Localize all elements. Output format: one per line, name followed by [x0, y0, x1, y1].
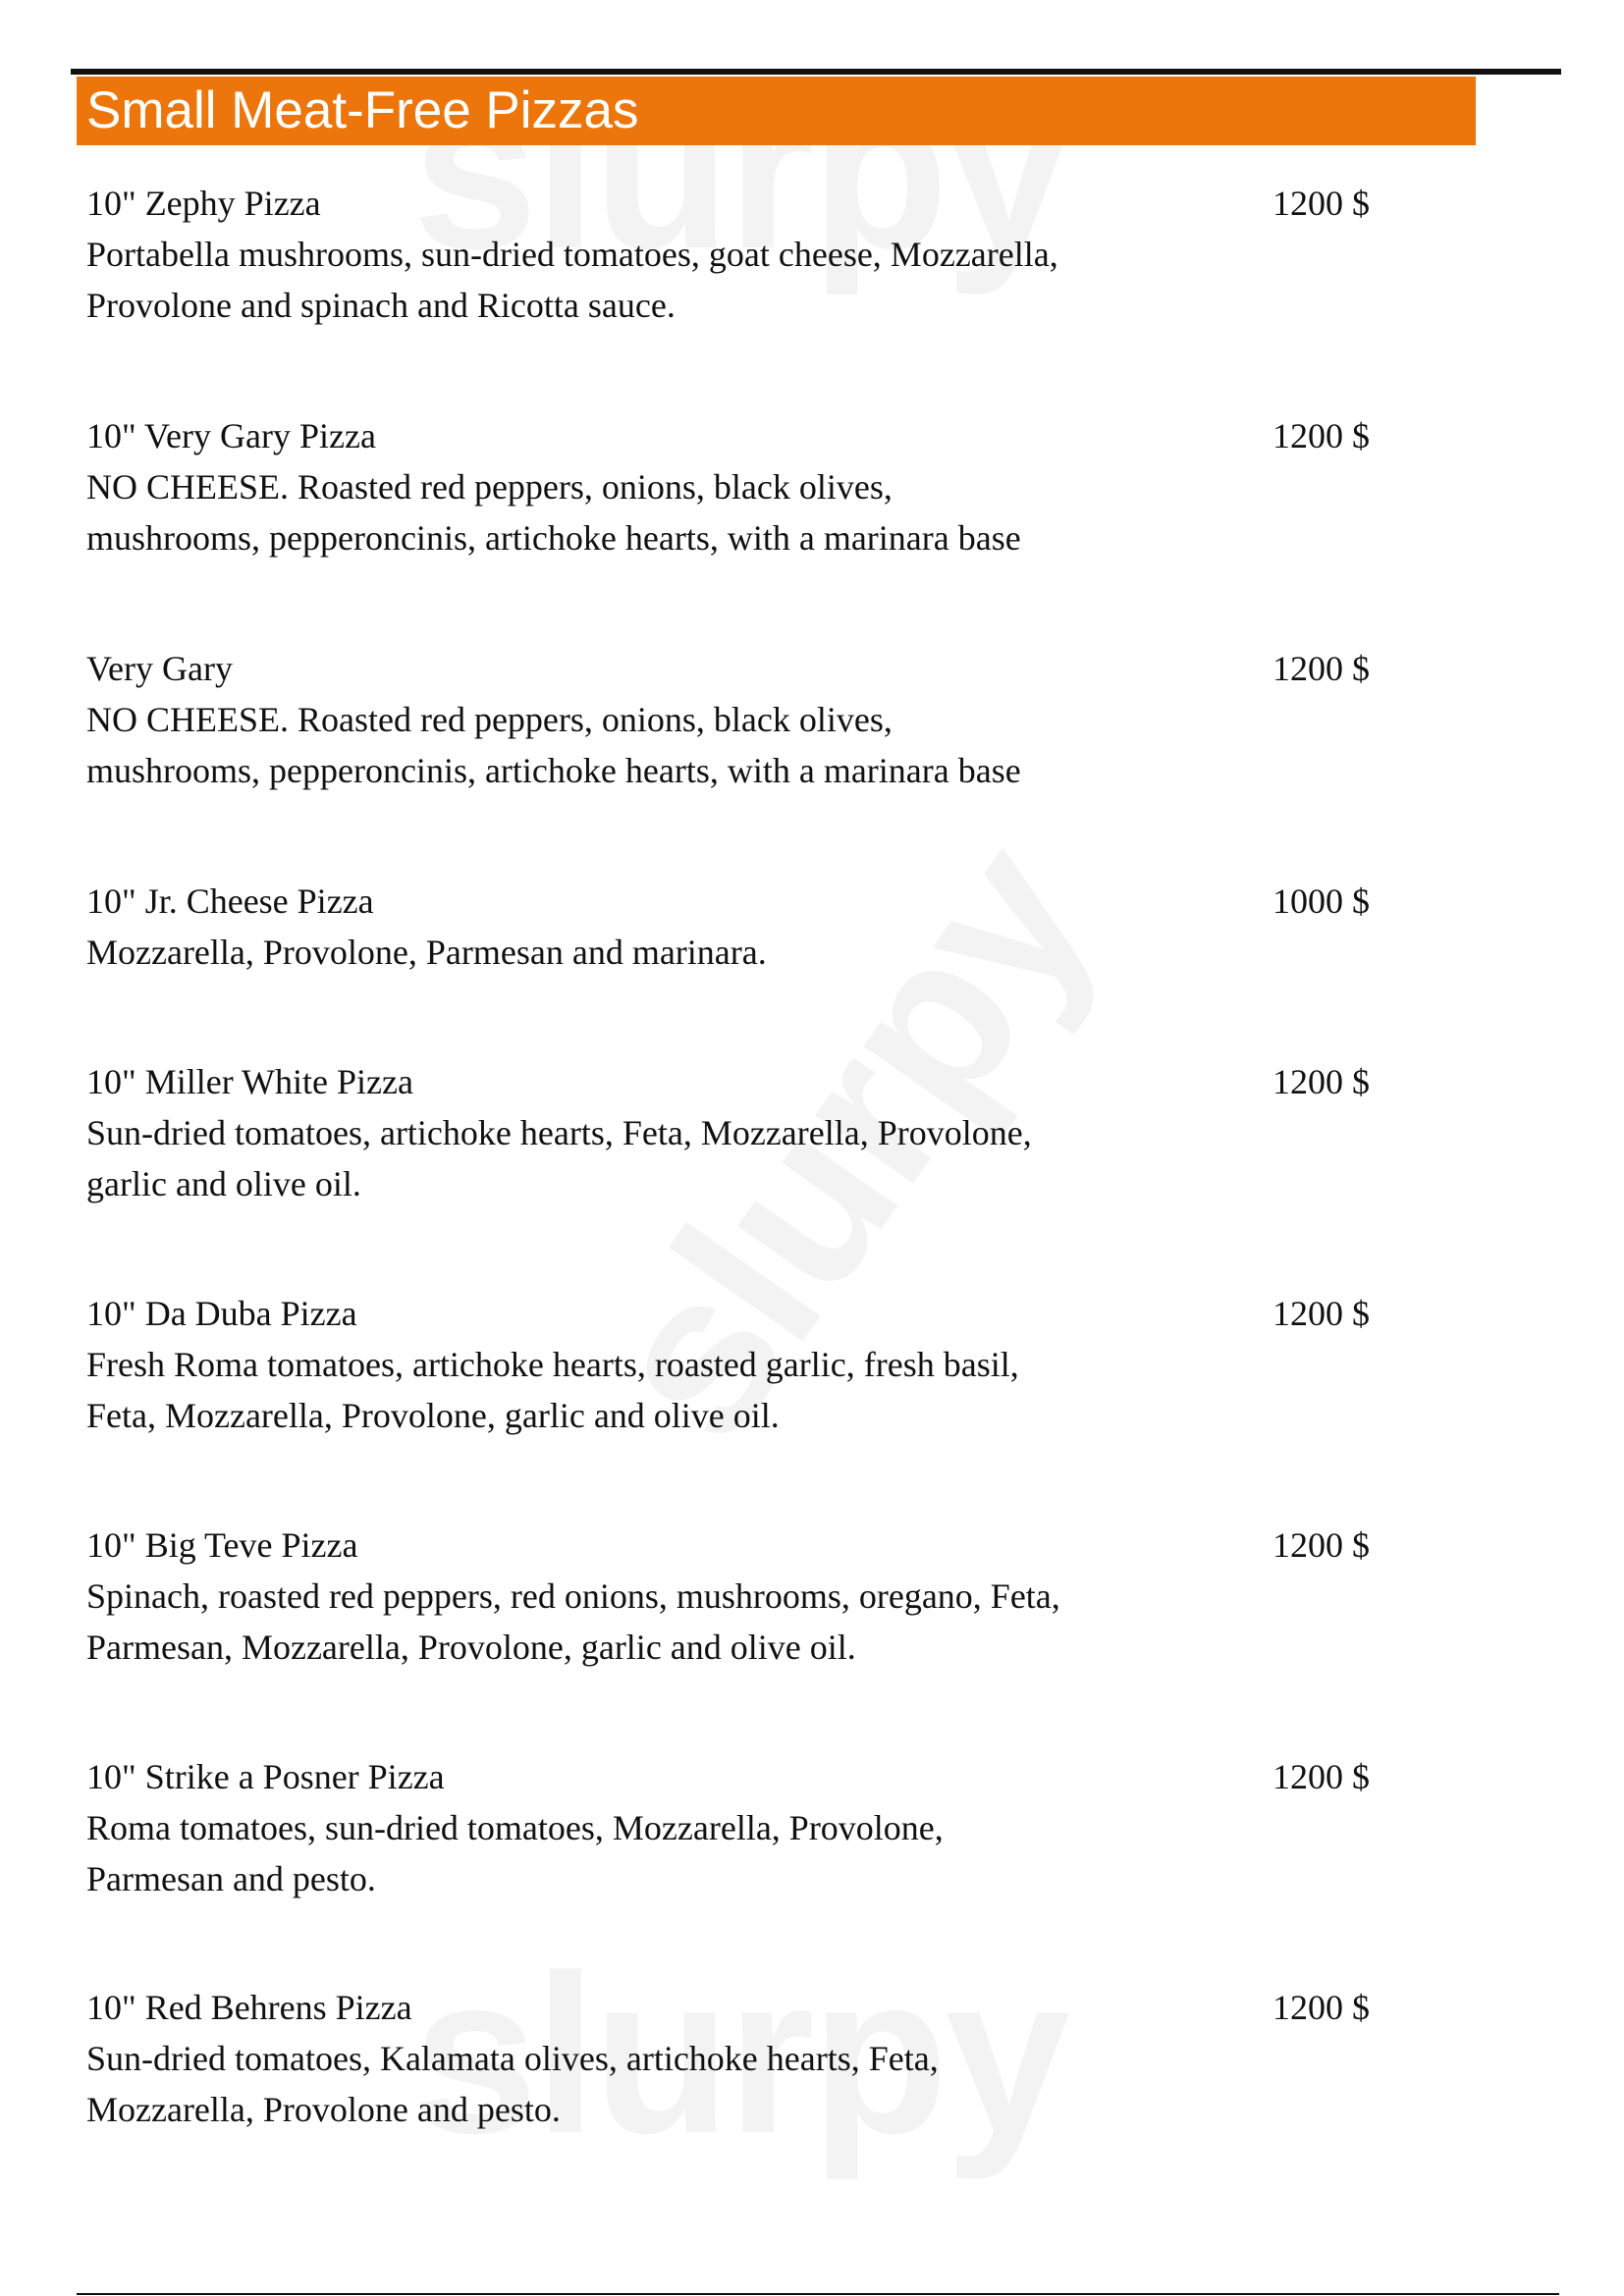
item-name: 10" Strike a Posner Pizza [86, 1757, 445, 1796]
description-line: Mozzarella, Provolone, Parmesan and marinara. [86, 933, 767, 972]
item-price: 1000 $ [1272, 881, 1370, 921]
section-title: Small Meat-Free Pizzas [86, 81, 639, 139]
description-line: Provolone and spinach and Ricotta sauce. [86, 286, 676, 325]
description-line: Mozzarella, Provolone and pesto. [86, 2090, 561, 2129]
description-line: Feta, Mozzarella, Provolone, garlic and olive oil. [86, 1396, 780, 1435]
item-price: 1200 $ [1272, 1988, 1370, 2027]
item-name: Very Gary [86, 649, 233, 688]
item-price: 1200 $ [1272, 649, 1370, 688]
item-name: 10" Red Behrens Pizza [86, 1988, 412, 2027]
item-description [86, 927, 1265, 978]
item-name: 10" Big Teve Pizza [86, 1525, 358, 1565]
description-line: Parmesan, Mozzarella, Provolone, garlic and olive oil. [86, 1628, 856, 1667]
item-description [86, 694, 1265, 796]
description-line: Spinach, roasted red peppers, red onions, mushrooms, oregano, Feta, [86, 1576, 1060, 1616]
bottom-divider [77, 2293, 1559, 2295]
description-line: NO CHEESE. Roasted red peppers, onions, black olives, [86, 700, 893, 739]
description-line: garlic and olive oil. [86, 1164, 361, 1203]
item-description [86, 1802, 1265, 1904]
section-header [77, 77, 1476, 145]
item-price: 1200 $ [1272, 416, 1370, 455]
description-line: NO CHEESE. Roasted red peppers, onions, black olives, [86, 467, 893, 507]
item-description [86, 2033, 1265, 2135]
item-description [86, 1571, 1265, 1673]
description-line: mushrooms, pepperoncinis, artichoke hearts, with a marinara base [86, 518, 1021, 558]
item-price: 1200 $ [1272, 1294, 1370, 1333]
description-line: Roma tomatoes, sun-dried tomatoes, Mozzarella, Provolone, [86, 1808, 944, 1847]
item-price: 1200 $ [1272, 184, 1370, 223]
item-price: 1200 $ [1272, 1525, 1370, 1565]
item-name: 10" Da Duba Pizza [86, 1294, 357, 1333]
item-price: 1200 $ [1272, 1757, 1370, 1796]
item-price: 1200 $ [1272, 1062, 1370, 1101]
item-name: 10" Jr. Cheese Pizza [86, 881, 374, 921]
top-divider [71, 69, 1561, 75]
item-name: 10" Miller White Pizza [86, 1062, 413, 1101]
description-line: Fresh Roma tomatoes, artichoke hearts, roasted garlic, fresh basil, [86, 1345, 1019, 1384]
description-line: Parmesan and pesto. [86, 1859, 376, 1898]
item-description [86, 1339, 1265, 1441]
description-line: Sun-dried tomatoes, Kalamata olives, artichoke hearts, Feta, [86, 2039, 939, 2078]
description-line: mushrooms, pepperoncinis, artichoke hearts, with a marinara base [86, 751, 1021, 790]
item-name: 10" Very Gary Pizza [86, 416, 376, 455]
item-description [86, 461, 1265, 563]
item-name: 10" Zephy Pizza [86, 184, 321, 223]
description-line: Sun-dried tomatoes, artichoke hearts, Feta, Mozzarella, Provolone, [86, 1113, 1032, 1152]
description-line: Portabella mushrooms, sun-dried tomatoes, goat cheese, Mozzarella, [86, 235, 1058, 274]
item-description [86, 229, 1265, 331]
item-description [86, 1107, 1265, 1209]
